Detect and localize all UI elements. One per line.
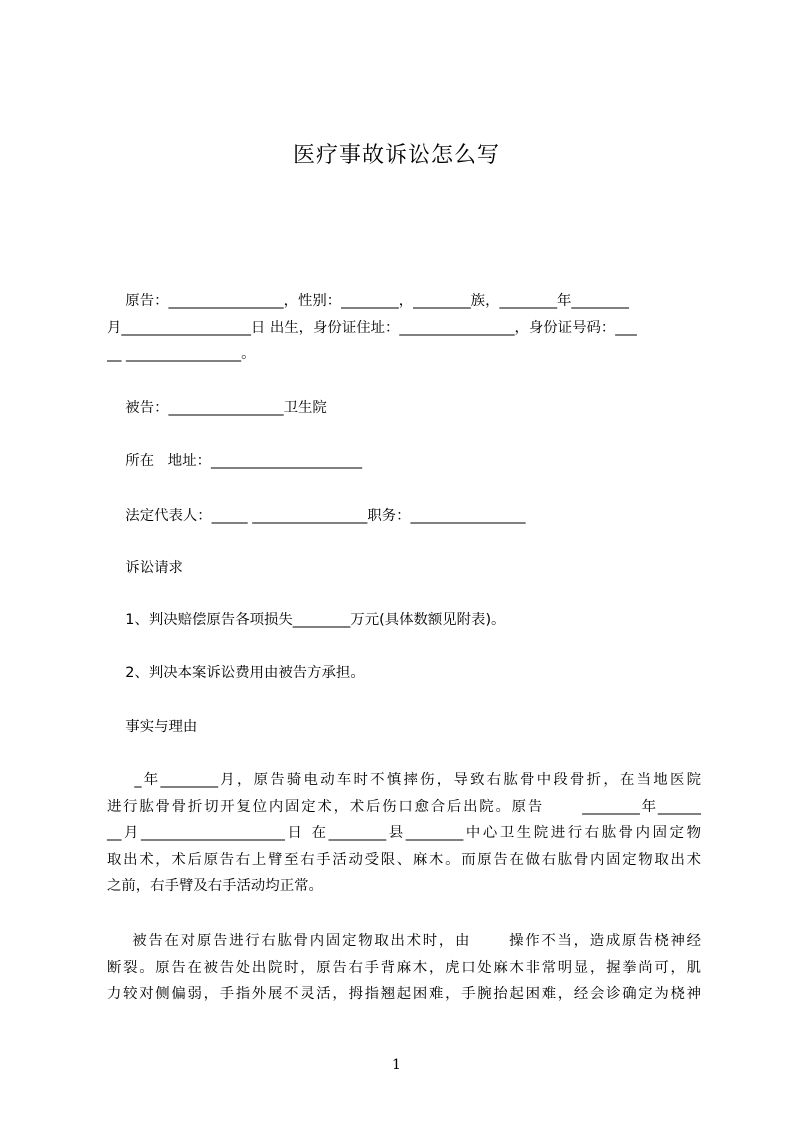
plaintiff-line-1: 原告：________________，性别：________，________族，________年________: [107, 293, 629, 309]
page-number: 1: [392, 1057, 401, 1073]
facts-heading-text: 事实与理由: [107, 719, 198, 735]
claim-2-line: 2、判决本案诉讼费用由被告方承担。: [107, 665, 365, 681]
claim-2-paragraph: [107, 660, 701, 687]
claims-heading-text: 诉讼请求: [107, 560, 183, 576]
address-line: 所在 地址：_____________________: [107, 453, 363, 469]
legal-representative-paragraph: [107, 503, 701, 530]
claim-1-line: 1、判决赔偿原告各项损失________万元(具体数额见附表)。: [107, 612, 506, 628]
facts-1-line-4: 取出术，术后原告右上臂至右手活动受限、麻木。而原告在做右肱骨内固定物取出术: [107, 851, 701, 868]
claim-1-paragraph: [107, 607, 701, 634]
defendant-line: 被告：________________卫生院: [107, 400, 327, 416]
facts-2-line-1: 被告在对原告进行右肱骨内固定物取出术时，由 操作不当，造成原告桡神经: [107, 933, 701, 949]
facts-1-line-2: 进行肱骨骨折切开复位内固定术，术后伤口愈合后出院。原告 ________年______: [107, 798, 701, 815]
facts-2-line-2: 断裂。原告在被告处出院时，原告右手背麻木，虎口处麻木非常明显，握拳尚可，肌: [107, 959, 701, 976]
facts-1-line-3: __月____________________日 在________县________中心卫生院进行右肱骨内固定物: [107, 825, 701, 841]
page-title: 医疗事故诉讼怎么写: [292, 143, 500, 168]
defendant-paragraph: [107, 395, 701, 422]
plaintiff-line-3: __ ________________。: [107, 346, 256, 362]
claims-heading: [107, 555, 701, 582]
facts-1-line-1: _年________月，原告骑电动车时不慎摔伤，导致右肱骨中段骨折，在当地医院: [107, 772, 701, 788]
facts-heading: [107, 714, 701, 741]
address-paragraph: [107, 448, 701, 475]
plaintiff-line-2: 月__________________日 出生，身份证住址：________________，身份证号码：___: [107, 319, 637, 336]
legal-representative-line: 法定代表人：_____ ________________职务：________________: [107, 508, 526, 524]
facts-1-line-5: 之前，右手臂及右手活动均正常。: [107, 878, 323, 894]
facts-paragraph-2: [107, 928, 701, 1008]
plaintiff-paragraph: [107, 288, 701, 368]
facts-paragraph-1: [107, 767, 701, 900]
facts-2-line-3: 力较对侧偏弱，手指外展不灵活，拇指翘起困难，手腕抬起困难，经会诊确定为桡神: [107, 986, 701, 1002]
